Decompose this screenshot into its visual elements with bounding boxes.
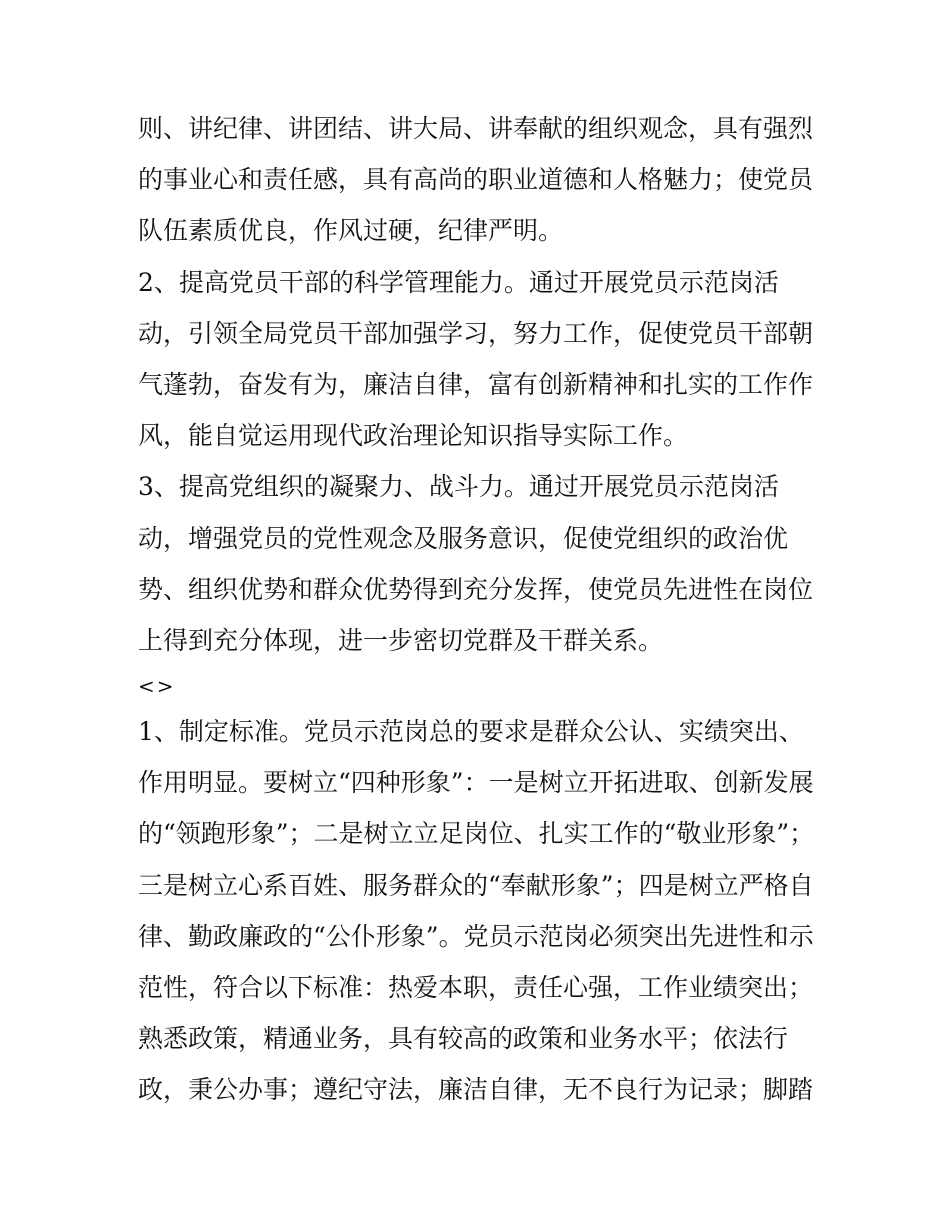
text-line: 的“领跑形象”；二是树立立足岗位、扎实工作的“敬业形象”； [138, 819, 815, 849]
text-line: 的事业心和责任感，具有高尚的职业道德和人格魅力；使党员 [138, 165, 814, 195]
text-line: 律、勤政廉政的“公仆形象”。党员示范岗必须突出先进性和示 [138, 921, 814, 951]
text-line: 动，引领全局党员干部加强学习，努力工作，促使党员干部朝 [138, 318, 814, 348]
text-line: 气蓬勃，奋发有为，廉洁自律，富有创新精神和扎实的工作作 [138, 369, 814, 399]
text-line: 熟悉政策，精通业务，具有较高的政策和业务水平；依法行 [138, 1024, 789, 1054]
document-body [138, 103, 828, 1116]
text-line: 动，增强党员的党性观念及服务意识，促使党组织的政治优 [138, 523, 789, 553]
text-line: 队伍素质优良，作风过硬，纪律严明。 [138, 216, 564, 246]
text-line: 上得到充分体现，进一步密切党群及干群关系。 [138, 625, 664, 655]
text-line: 风，能自觉运用现代政治理论知识指导实际工作。 [138, 421, 689, 451]
text-line: 3、提高党组织的凝聚力、战斗力。通过开展党员示范岗活 [138, 472, 779, 502]
text-line: 1、制定标准。党员示范岗总的要求是群众公认、实绩突出、 [138, 717, 804, 747]
section-marker: <> [138, 674, 176, 699]
text-line: 势、组织优势和群众优势得到充分发挥，使党员先进性在岗位 [138, 574, 814, 604]
text-line: 三是树立心系百姓、服务群众的“奉献形象”；四是树立严格自 [138, 870, 814, 900]
text-line: 则、讲纪律、讲团结、讲大局、讲奉献的组织观念，具有强烈 [138, 114, 814, 143]
text-line: 2、提高党员干部的科学管理能力。通过开展党员示范岗活 [138, 267, 779, 297]
text-line: 政，秉公办事；遵纪守法，廉洁自律，无不良行为记录；脚踏 [138, 1075, 814, 1105]
text-line: 作用明显。要树立“四种形象”：一是树立开拓进取、创新发展 [138, 768, 814, 798]
text-line: 范性，符合以下标准：热爱本职，责任心强，工作业绩突出； [138, 973, 814, 1002]
